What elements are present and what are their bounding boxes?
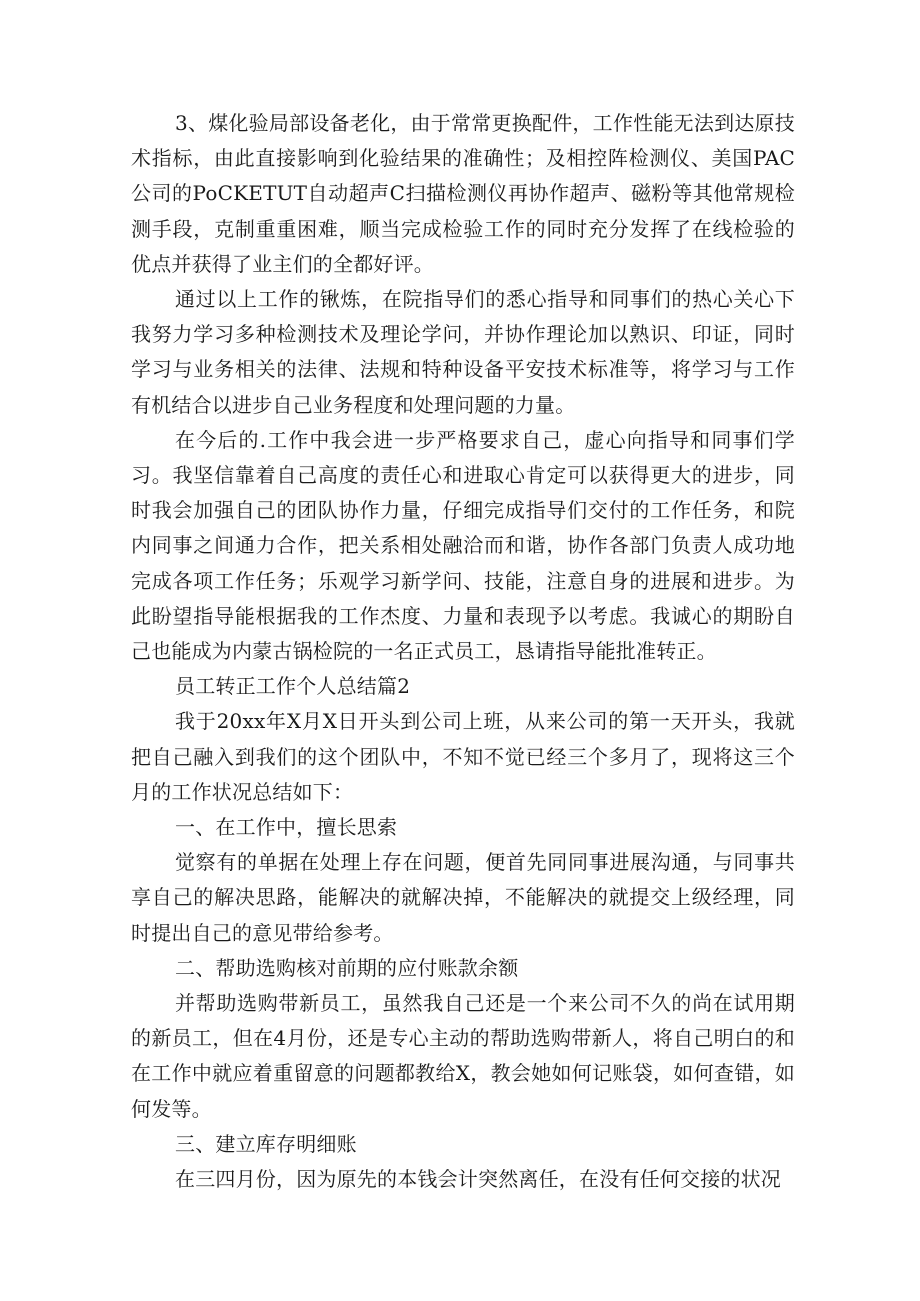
document-body [131, 106, 795, 1197]
point-1-title: 一、在工作中，擅长思索 [175, 815, 398, 840]
paragraph-training: 通过以上工作的锹炼，在院指导们的悉心指导和同事们的热心关心下我努力学习多种检测技术及理论学问，并协作理论加以熟识、印证，同时学习与业务相关的法律、法规和特种设备平安技术标准等，将学习与工作有机结合以进步自己业务程度和处理问题的力量。 [131, 287, 795, 417]
point-2-title: 二、帮助选购核对前期的应付账款余额 [175, 955, 519, 980]
paragraph-future: 在今后的.工作中我会进一步严格要求自己，虚心向指导和同事们学习。我坚信靠着自己高度的责任心和进取心肯定可以获得更大的进步，同时我会加强自己的团队协作力量，仔细完成指导们交付的工作任务，和院内同事之间通力合作，把关系相处融洽而和谐，协作各部门负责人成功地完成各项工作任务；乐观学习新学问、技能，注意自身的进展和进步。为此盼望指导能根据我的工作杰度、力量和表现予以考虑。我诚心的期盼自己也能成为内蒙古锅检院的一名正式员工，恳请指导能批准转正。 [131, 427, 795, 664]
point-3-body: 在三四月份，因为原先的本钱会计突然离任，在没有任何交接的状况 [175, 1167, 781, 1192]
point-1-body: 觉察有的单据在处理上存在问题，便首先同同事进展沟通，与同事共享自己的解决思路，能解决的就解决掉，不能解决的就提交上级经理，同时提出自己的意见带给参考。 [131, 850, 795, 945]
section-title: 员工转正工作个人总结篇2 [175, 674, 411, 699]
paragraph-equipment: 3、煤化验局部设备老化，由于常常更换配件，工作性能无法到达原技术指标，由此直接影响到化验结果的准确性；及相控阵检测仪、美国PAC公司的PoCKETUT自动超声C扫描检测仪再协作超声、磁粉等其他常规检测手段，克制重重困难，顺当完成检验工作的同时充分发挥了在线检验的优点并获得了业主们的全都好评。 [131, 111, 795, 276]
paragraph-intro: 我于20xx年X月X日开头到公司上班，从来公司的第一天开头，我就把自己融入到我们的这个团队中，不知不觉已经三个多月了，现将这三个月的工作状况总结如下： [131, 709, 795, 804]
point-3-title: 三、建立库存明细账 [175, 1131, 357, 1156]
point-2-body: 并帮助选购带新员工，虽然我自己还是一个来公司不久的尚在试用期的新员工，但在4月份，还是专心主动的帮助选购带新人，将自己明白的和在工作中就应着重留意的问题都教给X，教会她如何记账袋，如何查错，如何发等。 [131, 991, 795, 1121]
